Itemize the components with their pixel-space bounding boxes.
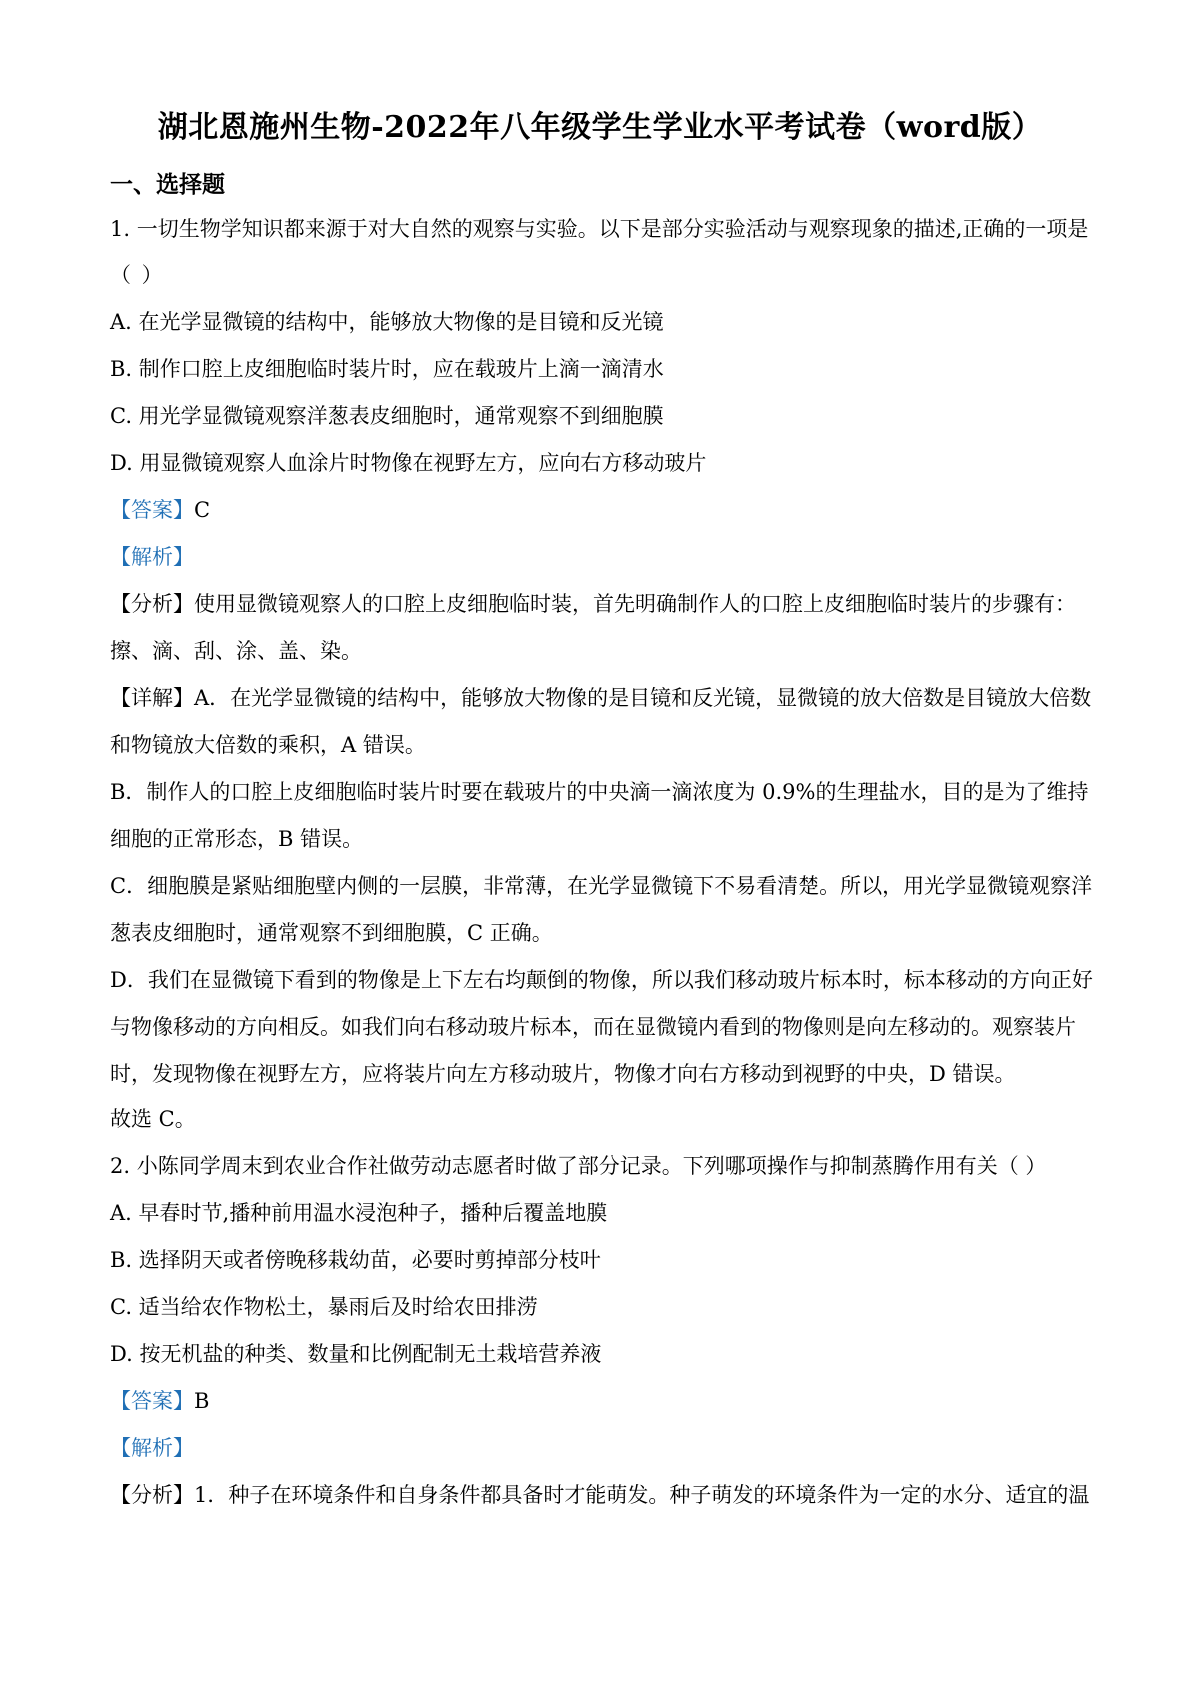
q2-option-c: C. 适当给农作物松土，暴雨后及时给农田排涝 [110,1295,538,1319]
q1-fenxi-line-2: 擦、滴、刮、涂、盖、染。 [110,639,362,663]
q1-fenxi-line-1: 【分析】使用显微镜观察人的口腔上皮细胞临时装，首先明确制作人的口腔上皮细胞临时装片的步骤有： [110,592,1076,616]
q1-analysis-tag: 【解析】 [110,545,194,569]
q1-detail-b-line-1: B．制作人的口腔上皮细胞临时装片时要在载玻片的中央滴一滴浓度为 0.9%的生理盐水，目的是为了维持 [110,780,1089,804]
q2-option-a: A. 早春时节,播种前用温水浸泡种子，播种后覆盖地膜 [110,1201,608,1225]
q1-option-a: A. 在光学显微镜的结构中，能够放大物像的是目镜和反光镜 [110,310,664,334]
q1-option-d: D. 用显微镜观察人血涂片时物像在视野左方，应向右方移动玻片 [110,451,707,475]
q1-detail-d-line-1: D．我们在显微镜下看到的物像是上下左右均颠倒的物像，所以我们移动玻片标本时，标本移动的方向正好 [110,968,1093,992]
q2-fenxi-line-1: 【分析】1．种子在环境条件和自身条件都具备时才能萌发。种子萌发的环境条件为一定的水分、适宜的温 [110,1483,1090,1507]
q1-detail-d-line-2: 与物像移动的方向相反。如我们向右移动玻片标本，而在显微镜内看到的物像则是向左移动的。观察装片 [110,1015,1076,1039]
q1-detail-a-line-1: 【详解】A．在光学显微镜的结构中，能够放大物像的是目镜和反光镜，显微镜的放大倍数是目镜放大倍数 [110,686,1092,710]
answer-value: C [194,498,211,522]
page-title: 湖北恩施州生物-2022年八年级学生学业水平考试卷（word版） [157,110,1043,145]
q2-option-d: D. 按无机盐的种类、数量和比例配制无土栽培营养液 [110,1342,602,1366]
answer-tag: 【答案】 [110,1389,194,1413]
q1-stem-paren: （ ） [110,263,165,287]
q1-detail-d-line-3: 时，发现物像在视野左方，应将装片向左方移动玻片，物像才向右方移动到视野的中央，D 错误。 [110,1062,1016,1086]
section-heading: 一、选择题 [110,171,225,198]
q1-option-c: C. 用光学显微镜观察洋葱表皮细胞时，通常观察不到细胞膜 [110,404,664,428]
q1-detail-c-line-2: 葱表皮细胞时，通常观察不到细胞膜，C 正确。 [110,921,553,945]
q1-answer [110,495,1100,525]
q1-stem: 1. 一切生物学知识都来源于对大自然的观察与实验。以下是部分实验活动与观察现象的描述,正确的一项是 [110,217,1089,241]
q1-conclusion: 故选 C。 [110,1107,196,1131]
q1-option-b: B. 制作口腔上皮细胞临时装片时，应在载玻片上滴一滴清水 [110,357,664,381]
q1-detail-a-line-2: 和物镜放大倍数的乘积，A 错误。 [110,733,426,757]
answer-tag: 【答案】 [110,498,194,522]
q2-option-b: B. 选择阴天或者傍晚移栽幼苗，必要时剪掉部分枝叶 [110,1248,601,1272]
q2-answer [110,1386,1100,1416]
answer-value: B [194,1389,210,1413]
q1-detail-c-line-1: C．细胞膜是紧贴细胞壁内侧的一层膜，非常薄，在光学显微镜下不易看清楚。所以，用光学显微镜观察洋 [110,874,1093,898]
q1-detail-b-line-2: 细胞的正常形态，B 错误。 [110,827,364,851]
q2-stem: 2. 小陈同学周末到农业合作社做劳动志愿者时做了部分记录。下列哪项操作与抑制蒸腾作用有关（ ） [110,1154,1047,1178]
q2-analysis-tag: 【解析】 [110,1436,194,1460]
